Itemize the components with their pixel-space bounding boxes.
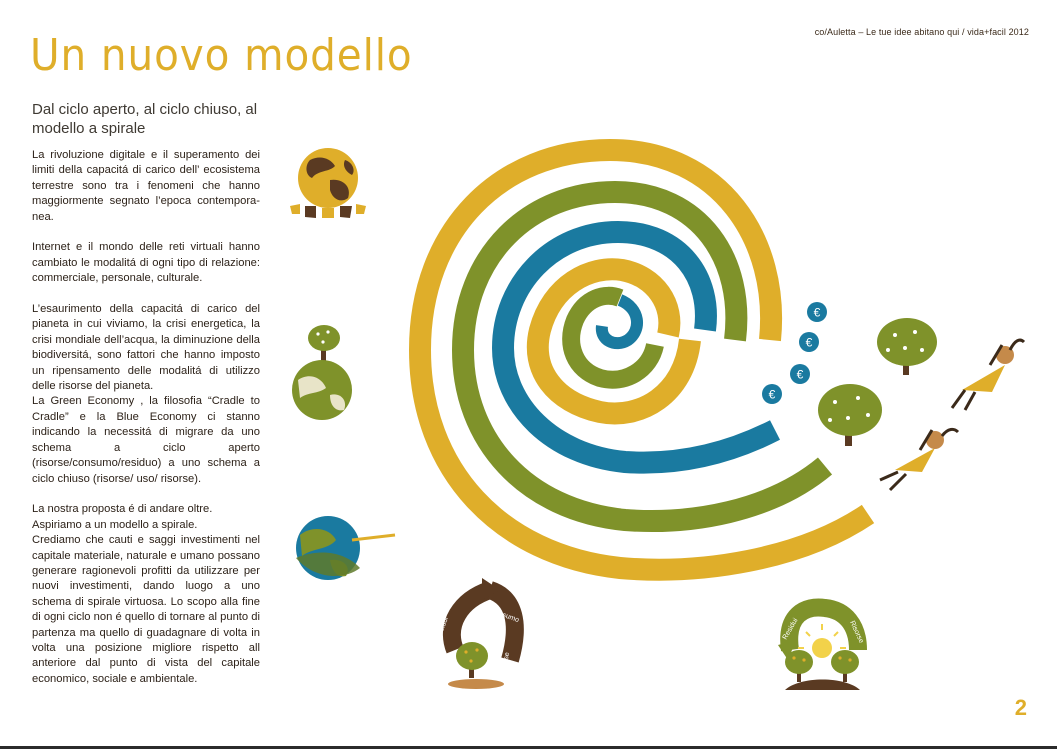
paragraph-2: Internet e il mondo delle reti virtuali hanno cambiato le modalitá di ogni tipo di relazione: commerciale, personale, culturale. bbox=[32, 241, 260, 285]
svg-text:Residui: Residui bbox=[781, 617, 800, 641]
svg-text:€: € bbox=[796, 367, 804, 382]
paragraph-4: La Green Economy , la filosofia “Cradle to Cradle” e la Blue Economy ci stanno indicando la necessitá di migrare da uno schema a ciclo aperto (risorse/consumo/residuo) a uno schema a ciclo chiuso (risorse/ uso/ risorse). bbox=[32, 395, 260, 485]
section-subtitle: Dal ciclo aperto, al ciclo chiuso, al modello a spirale bbox=[32, 101, 258, 137]
svg-text:Risorse: Risorse bbox=[500, 651, 512, 677]
paragraph-3: L’esaurimento della capacitá di carico del pianeta in cui viviamo, la crisi energetica, la crisi mondiale dell’acqua, la diminuzione della biodiversitá, sono fattori che hanno imposto un ripensamento delle modalitá di utilizzo delle risorse del pianeta. bbox=[32, 303, 260, 393]
euro-coin-icon bbox=[807, 302, 827, 322]
paragraph-5: La nostra proposta é di andare oltre. bbox=[32, 503, 213, 516]
tree-icon bbox=[877, 318, 937, 375]
closed-cycle-icon bbox=[778, 607, 865, 690]
page-number: 2 bbox=[1014, 695, 1027, 720]
svg-text:Risorse: Risorse bbox=[848, 619, 865, 645]
euro-coin-icon bbox=[799, 332, 819, 352]
globe-bird-icon bbox=[296, 516, 395, 580]
svg-text:Residui: Residui bbox=[435, 616, 450, 641]
open-cycle-icon bbox=[435, 578, 520, 689]
paragraph-6: Aspiriamo a un modello a spirale. bbox=[32, 518, 198, 531]
paragraph-1: La rivoluzione digitale e il superamento dei limiti della capacitá di carico dell’ ecosistema terrestre sono tra i fenomeni che hanno maggiormente segnato l’epoca contempora-nea. bbox=[32, 149, 260, 223]
svg-text:Consumo: Consumo bbox=[489, 607, 520, 625]
spiral-core bbox=[602, 300, 637, 343]
paragraph-7: Crediamo che cauti e saggi investimenti nel capitale materiale, naturale e umano possano generare ragionevoli profitti da utilizzare per nuovi investimenti, dando luogo a uno schema di spirale virtuosa. Lo scopo alla fine di ogni ciclo non é quello di tornare al punto di partenza ma quello di guadagnare di volta in volta una posizione migliore rispetto all anteriore dal punto di vista del capitale economico, sociale e ambientale. bbox=[32, 534, 260, 685]
running-header: co/Auletta – Le tue idee abitano qui / vida+facil 2012 bbox=[814, 27, 1029, 37]
tree-icon bbox=[818, 384, 882, 446]
page-title: Un nuovo modello bbox=[30, 30, 413, 81]
spiral-illustration bbox=[420, 150, 868, 570]
svg-text:€: € bbox=[813, 305, 821, 320]
euro-coin-icon bbox=[762, 384, 782, 404]
globe-tree-icon bbox=[292, 325, 352, 420]
flying-figure-icon bbox=[880, 429, 958, 490]
euro-coin-icon bbox=[790, 364, 810, 384]
flying-figure-icon bbox=[952, 340, 1024, 410]
svg-text:€: € bbox=[805, 335, 813, 350]
globe-icon bbox=[290, 148, 366, 218]
svg-text:€: € bbox=[768, 387, 776, 402]
